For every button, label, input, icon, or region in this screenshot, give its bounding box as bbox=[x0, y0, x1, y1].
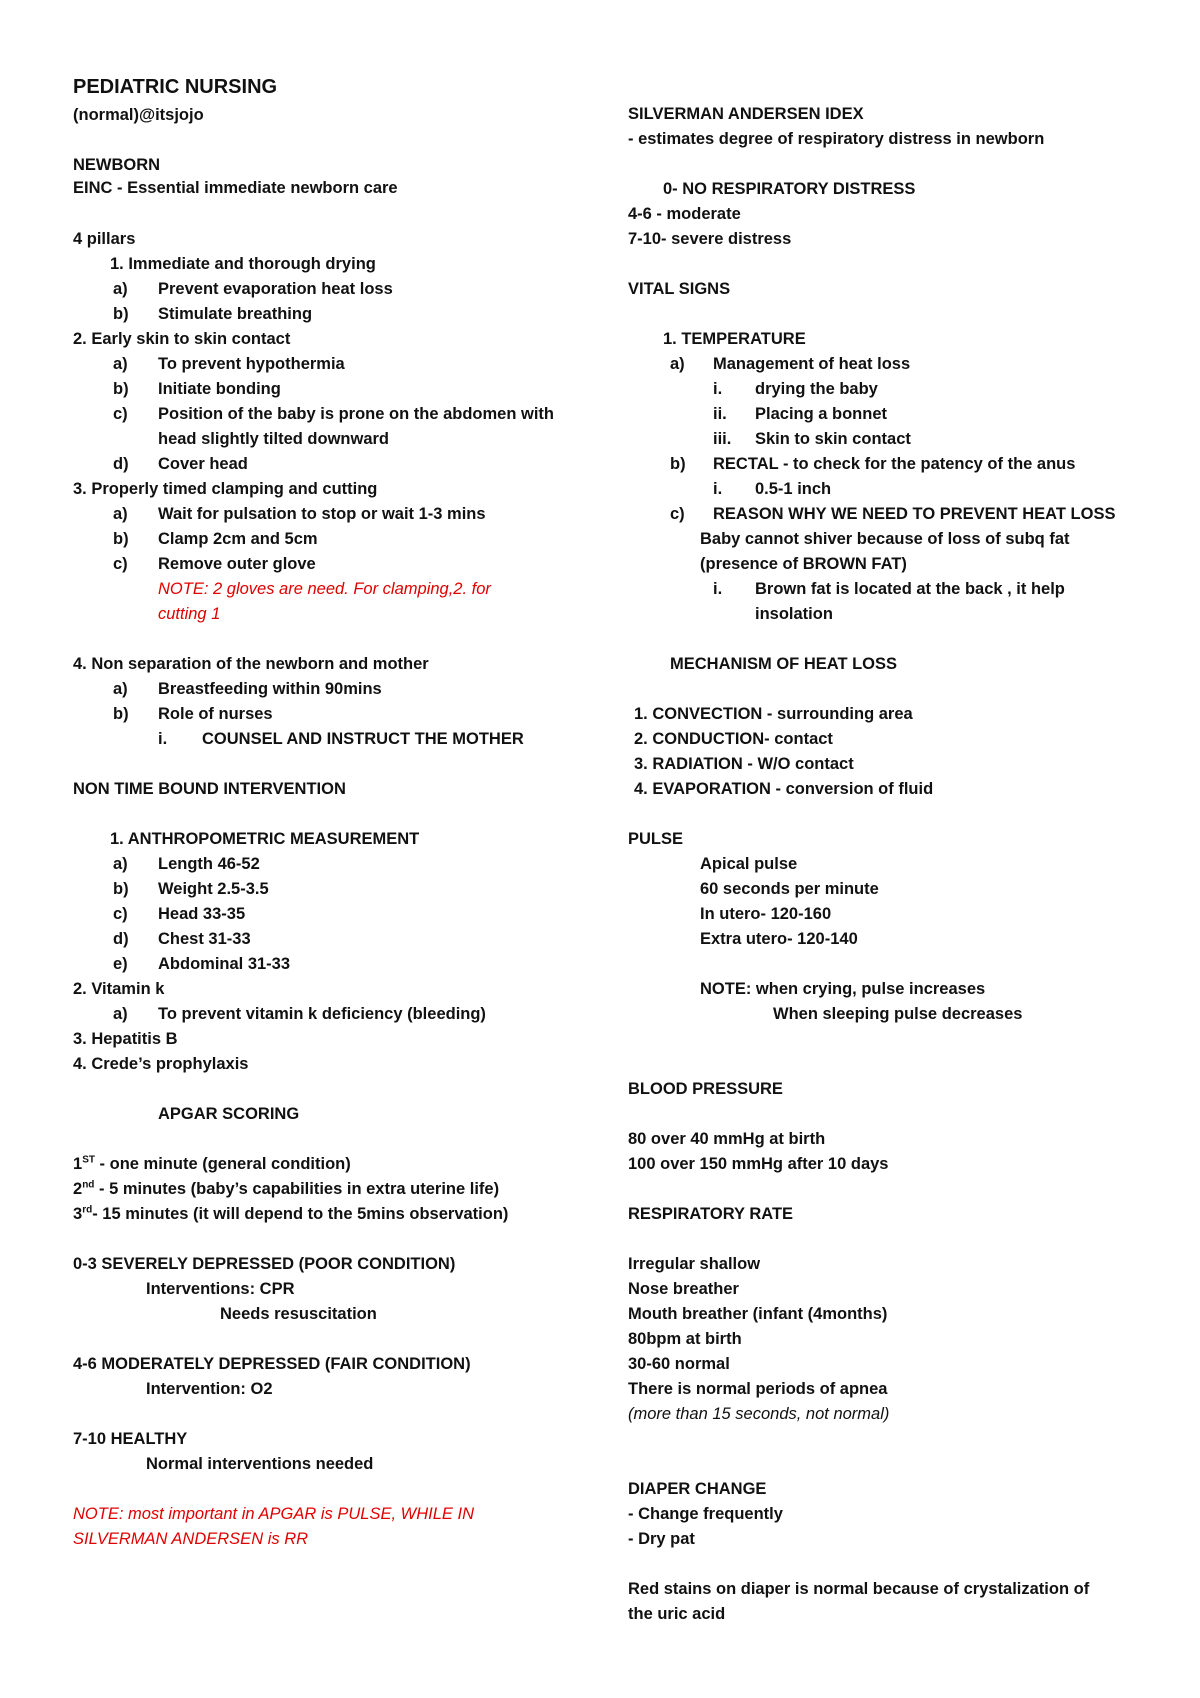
pulse-heading: PULSE bbox=[628, 830, 684, 848]
list-marker: a) bbox=[670, 355, 685, 373]
pulse-item: In utero- 120-160 bbox=[700, 905, 832, 923]
list-marker: iii. bbox=[713, 430, 732, 448]
diaper-note: Red stains on diaper is normal because of crystalization of bbox=[628, 1580, 1090, 1598]
list-marker: e) bbox=[113, 955, 128, 973]
silverman-score-4-6: 4-6 - moderate bbox=[628, 205, 741, 223]
list-item: Placing a bonnet bbox=[755, 405, 888, 423]
list-marker: a) bbox=[113, 1005, 128, 1023]
list-item: Stimulate breathing bbox=[158, 305, 313, 323]
list-marker: a) bbox=[113, 680, 128, 698]
list-item: Breastfeeding within 90mins bbox=[158, 680, 382, 698]
apgar-severe: 0-3 SEVERELY DEPRESSED (POOR CONDITION) bbox=[73, 1255, 456, 1273]
pillar-2: 2. Early skin to skin contact bbox=[73, 330, 291, 348]
pulse-item: Apical pulse bbox=[700, 855, 798, 873]
heat-loss-reason: Baby cannot shiver because of loss of subq fat bbox=[700, 530, 1070, 548]
list-marker: b) bbox=[670, 455, 686, 473]
respiratory-item: There is normal periods of apnea bbox=[628, 1380, 888, 1398]
diaper-item: - Dry pat bbox=[628, 1530, 695, 1548]
pulse-item: Extra utero- 120-140 bbox=[700, 930, 858, 948]
apgar-2nd: 2nd - 5 minutes (baby’s capabilities in extra uterine life) bbox=[73, 1179, 500, 1198]
list-item: Clamp 2cm and 5cm bbox=[158, 530, 318, 548]
blood-pressure-item: 80 over 40 mmHg at birth bbox=[628, 1130, 826, 1148]
list-item: Management of heat loss bbox=[713, 355, 911, 373]
vital-signs-heading: VITAL SIGNS bbox=[628, 280, 731, 298]
silverman-description: - estimates degree of respiratory distress in newborn bbox=[628, 130, 1045, 148]
list-marker: d) bbox=[113, 930, 129, 948]
apgar-healthy: 7-10 HEALTHY bbox=[73, 1430, 188, 1448]
respiratory-item: 30-60 normal bbox=[628, 1355, 730, 1373]
respiratory-item: Nose breather bbox=[628, 1280, 739, 1298]
list-item: Head 33-35 bbox=[158, 905, 246, 923]
list-marker: i. bbox=[158, 730, 168, 748]
apgar-severe-intervention: Interventions: CPR bbox=[146, 1280, 295, 1298]
list-marker: i. bbox=[713, 580, 723, 598]
einc-line: EINC - Essential immediate newborn care bbox=[73, 179, 398, 197]
apgar-moderate-intervention: Intervention: O2 bbox=[146, 1380, 273, 1398]
apgar-3rd: 3rd- 15 minutes (it will depend to the 5mins observation) bbox=[73, 1204, 509, 1223]
list-item: drying the baby bbox=[755, 380, 878, 398]
pulse-item: 60 seconds per minute bbox=[700, 880, 879, 898]
list-item: Chest 31-33 bbox=[158, 930, 251, 948]
list-item: Wait for pulsation to stop or wait 1-3 mins bbox=[158, 505, 486, 523]
respiratory-note: (more than 15 seconds, not normal) bbox=[628, 1405, 890, 1423]
pillar-1: 1. Immediate and thorough drying bbox=[110, 255, 376, 273]
list-item: Role of nurses bbox=[158, 705, 273, 723]
list-marker: c) bbox=[113, 405, 128, 423]
respiratory-rate-heading: RESPIRATORY RATE bbox=[628, 1205, 794, 1223]
list-marker: i. bbox=[713, 380, 723, 398]
list-marker: a) bbox=[113, 855, 128, 873]
list-marker: ii. bbox=[713, 405, 727, 423]
note-gloves: NOTE: 2 gloves are need. For clamping,2. for bbox=[158, 580, 491, 598]
list-item-continued: head slightly tilted downward bbox=[158, 430, 390, 448]
list-marker: c) bbox=[113, 905, 128, 923]
mechanism-item: 1. CONVECTION - surrounding area bbox=[634, 705, 913, 723]
temperature-heading: 1. TEMPERATURE bbox=[663, 330, 806, 348]
list-item: Brown fat is located at the back , it help bbox=[755, 580, 1065, 598]
list-marker: b) bbox=[113, 880, 129, 898]
mechanism-item: 2. CONDUCTION- contact bbox=[634, 730, 833, 748]
list-item: COUNSEL AND INSTRUCT THE MOTHER bbox=[202, 730, 524, 748]
pillar-3: 3. Properly timed clamping and cutting bbox=[73, 480, 378, 498]
silverman-heading: SILVERMAN ANDERSEN IDEX bbox=[628, 105, 864, 123]
note-apgar-continued: SILVERMAN ANDERSEN is RR bbox=[73, 1530, 309, 1548]
note-apgar: NOTE: most important in APGAR is PULSE, WHILE IN bbox=[73, 1505, 474, 1523]
list-item: Skin to skin contact bbox=[755, 430, 911, 448]
respiratory-item: Mouth breather (infant (4months) bbox=[628, 1305, 888, 1323]
list-item: Cover head bbox=[158, 455, 248, 473]
list-marker: c) bbox=[670, 505, 685, 523]
respiratory-item: Irregular shallow bbox=[628, 1255, 761, 1273]
respiratory-item: 80bpm at birth bbox=[628, 1330, 742, 1348]
list-item: RECTAL - to check for the patency of the anus bbox=[713, 455, 1076, 473]
list-item: Prevent evaporation heat loss bbox=[158, 280, 393, 298]
silverman-score-7-10: 7-10- severe distress bbox=[628, 230, 792, 248]
blood-pressure-item: 100 over 150 mmHg after 10 days bbox=[628, 1155, 889, 1173]
mechanism-heading: MECHANISM OF HEAT LOSS bbox=[670, 655, 898, 673]
list-marker: d) bbox=[113, 455, 129, 473]
blood-pressure-heading: BLOOD PRESSURE bbox=[628, 1080, 783, 1098]
apgar-1st: 1ST - one minute (general condition) bbox=[73, 1154, 351, 1173]
list-item: Weight 2.5-3.5 bbox=[158, 880, 269, 898]
list-marker: b) bbox=[113, 305, 129, 323]
list-item: Initiate bonding bbox=[158, 380, 281, 398]
list-marker: a) bbox=[113, 505, 128, 523]
list-item: REASON WHY WE NEED TO PREVENT HEAT LOSS bbox=[713, 505, 1116, 523]
mechanism-item: 3. RADIATION - W/O contact bbox=[634, 755, 854, 773]
list-marker: c) bbox=[113, 555, 128, 573]
diaper-item: - Change frequently bbox=[628, 1505, 783, 1523]
list-marker: a) bbox=[113, 280, 128, 298]
author-handle: (normal)@itsjojo bbox=[73, 106, 204, 124]
pillars-heading: 4 pillars bbox=[73, 230, 136, 248]
list-marker: i. bbox=[713, 480, 723, 498]
pulse-note: NOTE: when crying, pulse increases bbox=[700, 980, 986, 998]
list-item: 0.5-1 inch bbox=[755, 480, 832, 498]
apgar-severe-intervention-2: Needs resuscitation bbox=[220, 1305, 377, 1323]
credes-line: 4. Crede’s prophylaxis bbox=[73, 1055, 249, 1073]
list-marker: b) bbox=[113, 380, 129, 398]
list-item: Remove outer glove bbox=[158, 555, 316, 573]
page-title: PEDIATRIC NURSING bbox=[73, 76, 278, 98]
note-gloves-continued: cutting 1 bbox=[158, 605, 221, 623]
anthropometric-heading: 1. ANTHROPOMETRIC MEASUREMENT bbox=[110, 830, 420, 848]
list-item: Abdominal 31-33 bbox=[158, 955, 291, 973]
list-item-continued: insolation bbox=[755, 605, 833, 623]
pulse-note-continued: When sleeping pulse decreases bbox=[773, 1005, 1023, 1023]
list-item: To prevent vitamin k deficiency (bleeding) bbox=[158, 1005, 486, 1023]
list-item: To prevent hypothermia bbox=[158, 355, 345, 373]
list-marker: a) bbox=[113, 355, 128, 373]
apgar-healthy-intervention: Normal interventions needed bbox=[146, 1455, 374, 1473]
list-item: Length 46-52 bbox=[158, 855, 260, 873]
vitamin-k-heading: 2. Vitamin k bbox=[73, 980, 165, 998]
pillar-4: 4. Non separation of the newborn and mother bbox=[73, 655, 429, 673]
apgar-moderate: 4-6 MODERATELY DEPRESSED (FAIR CONDITION) bbox=[73, 1355, 471, 1373]
mechanism-item: 4. EVAPORATION - conversion of fluid bbox=[634, 780, 934, 798]
apgar-heading: APGAR SCORING bbox=[158, 1105, 300, 1123]
list-item: Position of the baby is prone on the abdomen with bbox=[158, 405, 555, 423]
heat-loss-reason-continued: (presence of BROWN FAT) bbox=[700, 555, 907, 573]
section-heading-non-time-bound: NON TIME BOUND INTERVENTION bbox=[73, 780, 346, 798]
hepatitis-b-line: 3. Hepatitis B bbox=[73, 1030, 178, 1048]
list-marker: b) bbox=[113, 530, 129, 548]
diaper-note-continued: the uric acid bbox=[628, 1605, 726, 1623]
silverman-score-0: 0- NO RESPIRATORY DISTRESS bbox=[663, 180, 916, 198]
list-marker: b) bbox=[113, 705, 129, 723]
section-heading-newborn: NEWBORN bbox=[73, 156, 161, 174]
diaper-change-heading: DIAPER CHANGE bbox=[628, 1480, 767, 1498]
